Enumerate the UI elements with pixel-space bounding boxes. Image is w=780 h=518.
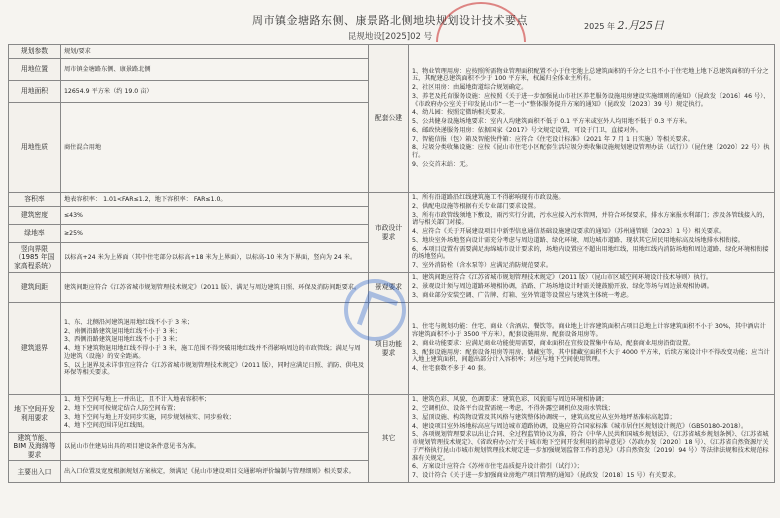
row-value-land-use: 商住混合用地 [61, 103, 369, 193]
list-item: 3、养老及托育服务设施：应按照《关于进一步加强昆山市社区养老服务设施用房建设实施细则的通知》（昆政发〔2016〕46 号）、《市政府办公室关于印发昆山市“一老一小”整体服务提升方案的通知》（昆政发〔2023〕39 号）规定执行。 [412, 92, 770, 108]
row-label-location: 用地位置 [9, 59, 61, 81]
list-item: 5、地块室外场地竖向设计需充分考虑与周边道路、绿化环境、周边城市道路、现状其它居民用地标高及场地排水相衔接。 [412, 236, 744, 244]
list-item: 2、供配电设施等根据有关专业部门要求设置。 [412, 202, 540, 210]
row-label-underground: 地下空间开发利用要求 [9, 395, 61, 433]
date-prefix: 2025 年 [584, 22, 615, 31]
list-item: 3、所有市政管线须地下敷设，雨污实行分流，污水应接入污水管网，并符合环保要求，排水方案报水利部门；涉及各管线接入的，请与相关部门对接。 [412, 211, 769, 227]
section-content-function [409, 303, 775, 395]
list-item: 4、建设项目室外场地标高应与周边城市道路协调，设施应符合国家标准《城市居住区规划设计规范》（GB50180-2018）。 [412, 422, 748, 430]
other-list [412, 396, 771, 480]
header-cell-parameter: 规划参数 [9, 45, 61, 59]
list-item: 2、社区用房：由属地街道综合规划确定。 [412, 84, 528, 91]
list-item: 4、幼儿园：按照定微纳相关要求。 [412, 109, 509, 117]
section-content-landscape [409, 273, 775, 303]
section-label-other: 其它 [369, 395, 409, 483]
municipal-list [412, 194, 771, 270]
function-list [412, 323, 771, 373]
section-content-municipal [409, 193, 775, 273]
row-value-area: 12654.9 平方米（约 19.0 亩） [61, 81, 369, 103]
list-item: 3、商业部分安装空调、广告牌、灯箱、室外管道等设置应与建筑主体统一考虑。 [412, 291, 633, 299]
list-item: 4、住宅套数不多于 40 套。 [412, 365, 490, 372]
list-item: 6、邮政快递服务用房：依据国家《2017》号文规定设置，可设于门卫，直接对外。 [412, 126, 643, 134]
section-label-landscape: 景观要求 [369, 273, 409, 303]
list-item: 2、景观设计须与周边道路环境相协调，沿路、广场场地设计时需关键鼓励开放、绿化等场与周边景观相协调。 [412, 283, 713, 291]
list-item: 3、西侧沿路建筑退用地红线不小于 3 米； [64, 336, 181, 344]
row-label-entrance: 主要出入口 [9, 461, 61, 483]
row-value-setback [61, 303, 369, 395]
list-item: 2、商业功能要求：应满足商业功能使用需要，商业面积在宜按设置集中布局，配套商业用房沿街设置。 [412, 339, 695, 347]
section-label-municipal: 市政设计要求 [369, 193, 409, 273]
list-item: 9、公交首末站：无。 [412, 160, 472, 168]
row-value-entrance: 出入口位置及宽度根据规划方案核定，须满足《昆山市建设项目交通影响评价编制与管理细则》相关要求。 [61, 461, 369, 483]
facilities-list [412, 68, 771, 169]
section-content-facilities [409, 45, 775, 193]
list-item: 4、地下空间范围详见红线图。 [64, 422, 149, 430]
list-item: 1、所有沿道路沿红线建筑施工不得影响现有市政设施。 [412, 194, 565, 202]
document-number: 昆规地设[2025]02 号 [347, 32, 433, 42]
row-label-energy: 建筑节能、BIM 及海绵等要求 [9, 433, 61, 461]
list-item: 1、住宅与规划功能：住宅、商业（含酒店、餐饮等。商业地上计容建筑面积占项目总地上计容建筑面积不小于 30%，其中酒店计容建筑面积不小于 3500 平方米），配套设施用房、配套设备用房等。 [412, 323, 766, 338]
list-item: 1、东、北侧沿河建筑退用地红线不小于 3 米； [64, 318, 194, 326]
section-content-other [409, 395, 775, 483]
list-item: 6、方案设计应符合《苏州市住宅品质提升设计指引（试行）》； [412, 463, 583, 471]
list-item: 5、各项规划管理要求以出让合同、全过程监管协议为准，符合《中华人民共和国城乡规划法》、《江苏省城乡规划条例》、《江苏省城市规划管理技术规定》、《省政府办公厅关于城市地下空间开发利用的指导意见》（苏政办发〔2020〕18 号）、《江苏省自然资源厅关于严格执行昆山市城市规划管理技术规定进一步加强规划监督工作的意见》（苏自然资发〔2019〕94 号）等法律法规和技术规范标准有关规定。 [412, 431, 769, 462]
list-item: 1、建筑色彩、风貌、色调要求：建筑色彩、风貌需与周边环境相协调； [412, 396, 608, 404]
row-value-underground [61, 395, 369, 433]
list-item: 7、设计符合《关于进一步加强商业房地产项目管理的通知》（昆政发〔2018〕15 号）有关要求。 [412, 472, 680, 480]
row-value-spacing: 建筑间距应符合《江苏省城市规划管理技术规定》（2011 版）、满足与周边建筑日照、环保及消防间距要求。 [61, 273, 369, 303]
list-item: 2、地下空间可按规定结合人防空间布置； [64, 404, 180, 412]
list-item: 1、建筑间距应符合《江苏省城市规划管理技术规定》（2011 版）（昆山市区域空间环境设计技术导则）执行。 [412, 274, 713, 282]
row-label-density: 建筑密度 [9, 207, 61, 225]
date-handwritten: 2.月25日 [617, 19, 664, 32]
list-item: 3、屋顶设施、构筑物设置及其风格与建筑整体协调统一，建筑高度应从室外地坪基准标高起算； [412, 413, 676, 421]
row-label-land-use: 用地性质 [9, 103, 61, 193]
header-cell-requirement: 规划/要求 [61, 45, 369, 59]
list-item: 7、室外消防栓（含水泵等）应满足消防规范要求。 [412, 262, 553, 270]
list-item: 1、物业管理用房：应按照所需物业管理面积配置不小于住宅地上总建筑面积的千分之七且不小于住宅地上地下总建筑面积的千分之五，其配建总建筑面积不少于 100 平方米，权属归全体业主所有。 [412, 67, 769, 83]
row-value-far: 地表容积率： 1.01<FAR≤1.2，地下容积率： FAR≤1.0。 [61, 193, 369, 207]
row-label-green-ratio: 绿地率 [9, 225, 61, 243]
requirements-table [8, 44, 775, 483]
list-item: 7、智能信报（包）箱及智能快件箱：应符合《住宅设计标准》（2021 年 7 月 1 日实施）等相关要求。 [412, 135, 694, 143]
row-value-location: 周市镇金塘路东侧、康景路北侧 [61, 59, 369, 81]
list-item: 4、应符合《关于开展建设项目中新型信息通信基础设施建设要求的通知》（苏州通管联〔2023〕1 号）相关要求。 [412, 228, 726, 236]
row-label-spacing: 建筑间距 [9, 273, 61, 303]
underground-list [64, 396, 365, 430]
section-label-facilities: 配套公建 [369, 45, 409, 193]
document-title: 周市镇金塘路东侧、康景路北侧地块规划设计技术要点 [252, 14, 528, 27]
setback-list [64, 319, 365, 377]
row-value-vertical-limit: 以标高+24 米为上界面（其中住宅部分以标高+18 米为上界面），以标高-10 米为下界面，竖向为 24 米。 [61, 243, 369, 273]
list-item: 8、垃圾分类收集设施：应按《昆山市住宅小区配套生活垃圾分类收集设施规划建设管理办法（试行）》（昆住建〔2020〕22 号）执行。 [412, 144, 770, 159]
row-value-green-ratio: ≥25% [61, 225, 369, 243]
list-item: 3、配套设施用房：配套设备用房等用房，储藏室等，其中储藏室面积不大于 4000 平方米，后续方案设计中不得改变功能；应当计入地上建筑面积，间超出部分计入容积率；对应与地下空间使用管理。 [412, 348, 770, 364]
list-item: 3、地下空间与地上开发同步实施，同步规划核实、同步验收； [64, 413, 235, 421]
row-label-far: 容积率 [9, 193, 61, 207]
row-label-area: 用地面积 [9, 81, 61, 103]
document-date [584, 17, 664, 33]
list-item: 6、本项目设置有需要满足海绵城市设计要求的，场地内设置应不超出用地红线，用地红线内消防场地和周边道路、绿化环境相衔接的场地竖向。 [412, 245, 769, 261]
row-value-density: ≤43% [61, 207, 369, 225]
row-label-vertical-limit: 竖向界限（1985 年国家高程系统） [9, 243, 61, 273]
list-item: 5、以上退界及未详事宜应符合《江苏省城市规划管理技术规定》（2011 版），同时应满足日照、消防、供电及环保等相关要求。 [64, 361, 365, 377]
list-item: 2、南侧沿路建筑退用地红线不小于 3 米； [64, 327, 181, 335]
row-label-setback: 建筑退界 [9, 303, 61, 395]
section-label-function: 项目功能要求 [369, 303, 409, 395]
landscape-list [412, 274, 771, 299]
list-item: 1、地下空间与地上一并出让，且不计入地表容积率； [64, 396, 211, 403]
list-item: 4、地下建筑物退用地红线不得小于 3 米，施工范围不得突破用地红线并不得影响周边的市政管线；满足与周边建筑（设施）的安全距离。 [64, 345, 361, 360]
row-value-energy: 以昆山市住建局出具的项目建设条件意见书为准。 [61, 433, 369, 461]
list-item: 2、空调机位、设备平台设置需统一考虑，不得外露空调机位及雨水管线； [412, 405, 614, 413]
list-item: 5、公共健身设施场地要求：室内人均建筑面积不低于 0.1 平方米或室外人均用地不低于 0.3 平方米。 [412, 118, 691, 125]
